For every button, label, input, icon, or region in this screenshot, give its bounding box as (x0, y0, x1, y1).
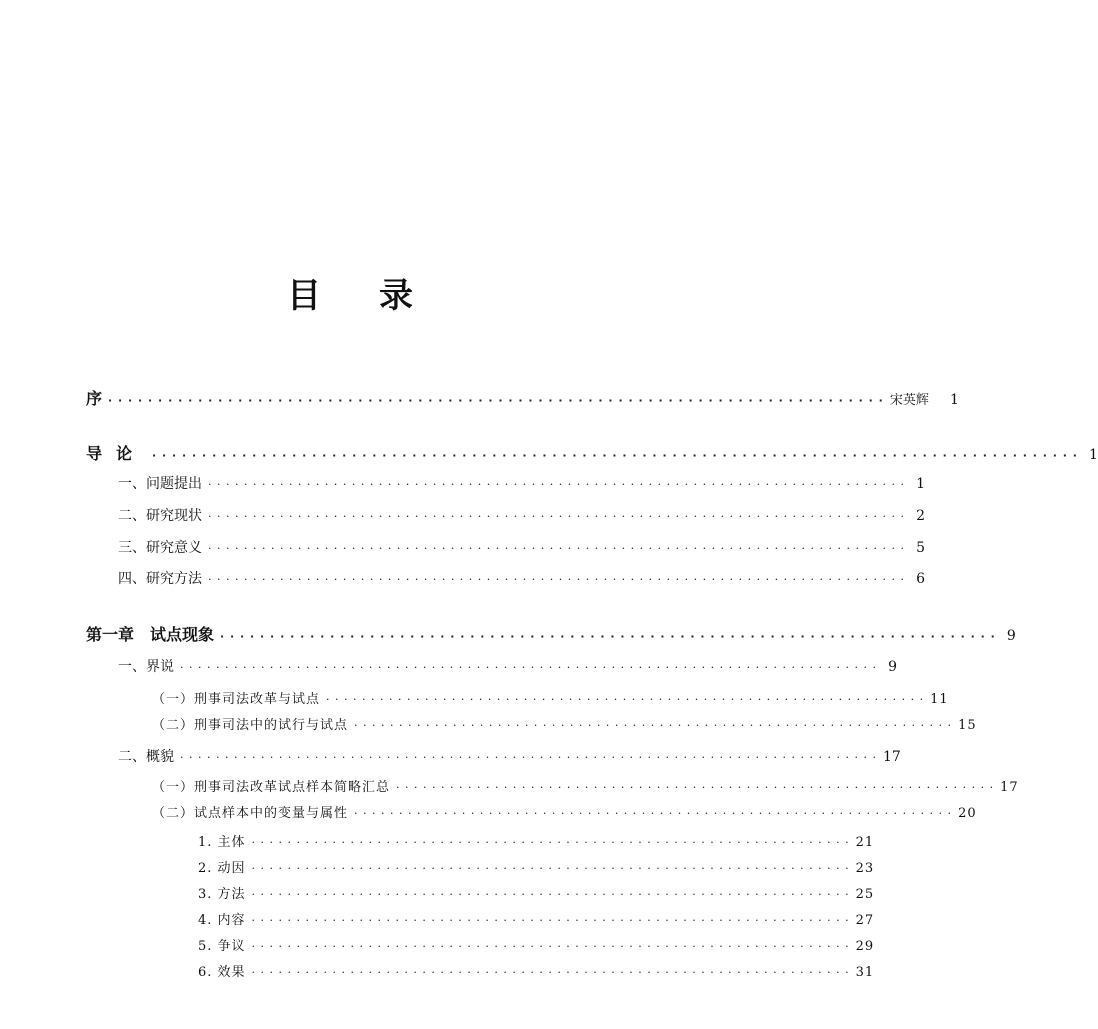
toc-entry-ch1-sec2-sub2[interactable] (152, 802, 977, 821)
toc-page-number: 11 (930, 692, 949, 707)
leader-dots: · · · · · · · · · · · · · · · · · · · · · · · · · · · · · · · · · · · · · · · · · · · · · · · · · · · · · · · · · · · · · · · · · · · · · · · · · · · · · · (180, 751, 877, 764)
toc-page-number: 9 (888, 659, 897, 675)
leader-dots: · · · · · · · · · · · · · · · · · · · · · · · · · · · · · · · · · · · · · · · · · · · · · · · · · · · · · · · · · · · · · · · · · · · (396, 781, 995, 794)
toc-entry-ch1-item5[interactable] (198, 935, 875, 954)
leader-dots: · · · · · · · · · · · · · · · · · · · · · · · · · · · · · · · · · · · · · · · · · · · · · · · · · · · · · · · · · · · · · · · · · · · · · · · · · · · · · · (180, 661, 877, 674)
toc-page-number: 6 (916, 571, 925, 587)
toc-label: 序 (86, 389, 103, 408)
toc-entry-ch1-item1[interactable] (198, 831, 875, 850)
toc-label: （一）刑事司法改革试点样本简略汇总 (152, 780, 391, 795)
toc-entry-intro[interactable] (86, 441, 1098, 464)
toc-page-number: 17 (882, 749, 901, 765)
toc-label: 导论 (86, 444, 147, 463)
leader-dots: · · · · · · · · · · · · · · · · · · · · · · · · · · · · · · · · · · · · · · · · · · · · · · · · · · · · · · · · · · · · · · · · · · · (251, 862, 850, 875)
toc-page-number: 15 (958, 718, 977, 733)
leader-dots: · · · · · · · · · · · · · · · · · · · · · · · · · · · · · · · · · · · · · · · · · · · · · · · · · · · · · · · · · · · · · · · · · · · (251, 966, 850, 979)
toc-label: 2. 动因 (198, 861, 246, 876)
toc-entry-ch1-item2[interactable] (198, 857, 875, 876)
toc-label: 1. 主体 (198, 835, 246, 850)
toc-page-number: 21 (855, 835, 875, 850)
toc-label: 第一章 试点现象 (86, 625, 215, 644)
toc-entry-ch1-item3[interactable] (198, 883, 875, 902)
leader-dots: · · · · · · · · · · · · · · · · · · · · · · · · · · · · · · · · · · · · · · · · · · · · · · · · · · · · · · · · · · · · · · · · · · · · · · · · · · · · · · (208, 542, 905, 555)
toc-entry-intro-2[interactable] (118, 505, 925, 525)
page-title (0, 268, 700, 317)
leader-dots: · · · · · · · · · · · · · · · · · · · · · · · · · · · · · · · · · · · · · · · · · · · · · · · · · · · · · · · · · · · · · · · · · · · · · · · · · · · · · · (208, 510, 905, 523)
leader-dots: · · · · · · · · · · · · · · · · · · · · · · · · · · · · · · · · · · · · · · · · · · · · · · · · · · · · · · · · · · · · · · · · · · · (354, 719, 953, 732)
toc-entry-ch1-item6[interactable] (198, 961, 875, 980)
title-char-2: 录 (379, 276, 413, 316)
toc-label: （二）试点样本中的变量与属性 (152, 806, 349, 821)
leader-dots: · · · · · · · · · · · · · · · · · · · · · · · · · · · · · · · · · · · · · · · · · · · · · · · · · · · · · · · · · · · · · · · · · · · (251, 836, 850, 849)
toc-author: 宋英辉 (889, 393, 929, 408)
toc-entry-chapter-1[interactable] (86, 622, 1016, 645)
toc-label: 6. 效果 (198, 965, 246, 980)
toc-page-number: 1 (949, 392, 959, 408)
toc-label: 二、概貌 (118, 749, 174, 765)
toc-page-number: 23 (855, 861, 875, 876)
leader-dots: · · · · · · · · · · · · · · · · · · · · · · · · · · · · · · · · · · · · · · · · · · · · · · · · · · · · · · · · · · · · · · · · · · · (251, 914, 850, 927)
toc-label: 二、研究现状 (118, 508, 202, 524)
toc-page-number: 17 (1000, 780, 1019, 795)
toc-page-number: 1 (1089, 447, 1098, 463)
toc-label: 一、界说 (118, 659, 174, 675)
leader-dots: · · · · · · · · · · · · · · · · · · · · · · · · · · · · · · · · · · · · · · · · · · · · · · · · · · · · · · · · · · · · · · · · · · · · · · · · · · · · · · · · · · · · · · · · · · · · · (152, 449, 1078, 462)
toc-page-number: 29 (855, 939, 875, 954)
leader-dots: · · · · · · · · · · · · · · · · · · · · · · · · · · · · · · · · · · · · · · · · · · · · · · · · · · · · · · · · · · · · · · · · · · · · · · · · · · · · · · (220, 630, 996, 643)
toc-page-number: 25 (855, 887, 875, 902)
leader-dots: · · · · · · · · · · · · · · · · · · · · · · · · · · · · · · · · · · · · · · · · · · · · · · · · · · · · · · · · · · · · · · · · · · · (251, 888, 850, 901)
toc-page-number: 9 (1006, 628, 1016, 644)
toc-entry-ch1-item4[interactable] (198, 909, 875, 928)
toc-label: 4. 内容 (198, 913, 246, 928)
toc-page-number: 1 (916, 476, 925, 492)
toc-page-number: 27 (855, 913, 875, 928)
toc-entry-ch1-sec1-sub2[interactable] (152, 714, 977, 733)
toc-page-number: 20 (958, 806, 977, 821)
leader-dots: · · · · · · · · · · · · · · · · · · · · · · · · · · · · · · · · · · · · · · · · · · · · · · · · · · · · · · · · · · · · · · · · · · · (354, 807, 953, 820)
leader-dots: · · · · · · · · · · · · · · · · · · · · · · · · · · · · · · · · · · · · · · · · · · · · · · · · · · · · · · · · · · · · · · · · · · · (326, 693, 925, 706)
leader-dots: · · · · · · · · · · · · · · · · · · · · · · · · · · · · · · · · · · · · · · · · · · · · · · · · · · · · · · · · · · · · · · · · · · · · · · · · · · · · · · (208, 478, 905, 491)
toc-entry-ch1-sec2-sub1[interactable] (152, 776, 1019, 795)
title-char-1: 目 (287, 276, 321, 316)
toc-entry-intro-1[interactable] (118, 473, 925, 493)
toc-entry-preface[interactable] (86, 386, 959, 409)
toc-entry-intro-4[interactable] (118, 568, 925, 588)
toc-label: 5. 争议 (198, 939, 246, 954)
toc-page-number: 5 (916, 540, 925, 556)
leader-dots: · · · · · · · · · · · · · · · · · · · · · · · · · · · · · · · · · · · · · · · · · · · · · · · · · · · · · · · · · · · · · · · · · · · · · · · · · · · · · · (208, 573, 905, 586)
toc-label: 三、研究意义 (118, 540, 202, 556)
leader-dots: · · · · · · · · · · · · · · · · · · · · · · · · · · · · · · · · · · · · · · · · · · · · · · · · · · · · · · · · · · · · · · · · · · · · · · · · · · · · · · (108, 394, 884, 407)
toc-page-number: 31 (855, 965, 875, 980)
leader-dots: · · · · · · · · · · · · · · · · · · · · · · · · · · · · · · · · · · · · · · · · · · · · · · · · · · · · · · · · · · · · · · · · · · · (251, 940, 850, 953)
toc-entry-ch1-sec1[interactable] (118, 656, 897, 676)
toc-entry-ch1-sec1-sub1[interactable] (152, 688, 949, 707)
toc-label: 3. 方法 (198, 887, 246, 902)
toc-label: （一）刑事司法改革与试点 (152, 692, 321, 707)
toc-label: 四、研究方法 (118, 571, 202, 587)
toc-entry-ch1-sec2[interactable] (118, 746, 901, 766)
toc-label: 一、问题提出 (118, 476, 202, 492)
toc-entry-intro-3[interactable] (118, 537, 925, 557)
toc-page-number: 2 (916, 508, 925, 524)
toc-label: （二）刑事司法中的试行与试点 (152, 718, 349, 733)
